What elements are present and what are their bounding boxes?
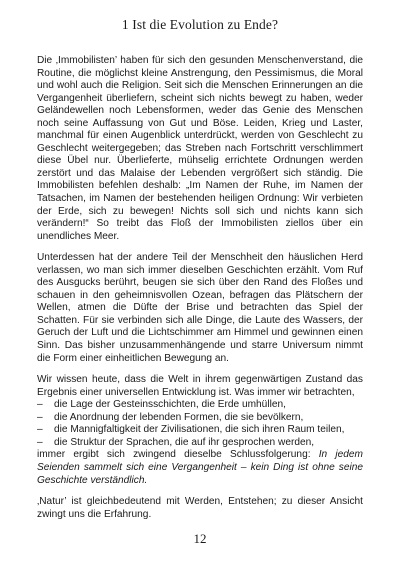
paragraph-nature: ‚Natur’ ist gleichbedeutend mit Werden, Entstehen; zu dieser Ansicht zwingt uns die Erfahrung. (37, 496, 363, 520)
dash-list (37, 399, 363, 449)
paragraph-evolution-intro: Wir wissen heute, dass die Welt in ihrem gegenwärtigen Zustand das Ergebnis einer universellen Entwicklung ist. Was immer wir betrachten, (37, 374, 363, 398)
list-item: – die Mannigfaltigkeit der Zivilisationen, die sich ihren Raum teilen, (37, 424, 363, 437)
paragraph-other-half: Unterdessen hat der andere Teil der Menschheit den häuslichen Herd verlassen, wo man sich immer dieselben Geschichten erzählt. Vom Ruf des Ausgucks berührt, beugen sie sich über den Rand des Floßes und schauen in den geheimnisvollen Ozean, befragen das Plätschern der Wellen, atmen die Düfte der Brise und betrachten das Spiel der Schatten. Für sie verbinden sich alle Dinge, die Laute des Wassers, der Geruch der Luft und die Lichtschimmer am Himmel und gewinnen einen Sinn. Das bisher unzusammenhängende und starre Universum nimmt die Form einer einheitlichen Bewegung an. (37, 252, 363, 364)
page-number: 12 (193, 531, 207, 546)
running-head: 1 Ist die Evolution zu Ende? (121, 17, 279, 32)
paragraph-evolution (37, 374, 363, 487)
conclusion-emphasis: In jedem Seienden sammelt sich eine Vergangenheit – kein Ding ist ohne seine Geschichte verständlich. (37, 449, 363, 486)
conclusion-text: immer ergibt sich zwingend dieselbe Schlussfolgerung: (37, 449, 311, 461)
body-text (37, 55, 363, 521)
paragraph-evolution-conclusion (37, 449, 363, 487)
list-item: – die Struktur der Sprachen, die auf ihr gesprochen werden, (37, 437, 363, 450)
paragraph-immobilists: Die ‚Immobilisten’ haben für sich den gesunden Menschenverstand, die Routine, die möglichst kleine Anstrengung, den Pessimismus, die Moral und wohl auch die Religion. Seit sich die Menschen Erinnerungen an die Vergangenheit überliefern, scheint sich nichts bewegt zu haben, weder Geländewellen noch Lebensformen, weder das Genie des Menschen noch seine Auffassung von Gut und Böse. Leiden, Krieg und Laster, manchmal für einen Augenblick unterdrückt, werden von Geschlecht zu Geschlecht weitergegeben; das Streben nach Fortschritt verschlimmert diese Übel nur. Überlieferte, mühselig errichtete Ordnungen werden zerstört und das Malaise der Lebenden vergrößert sich ständig. Die Immobilisten befehlen deshalb: „Im Namen der Ruhe, im Namen der Tatsachen, im Namen der bestehenden heiligen Ordnung: Wir verbieten der Erde, sich zu bewegen! Nichts soll sich und nichts kann sich verändern!“ So treibt das Floß der Immobilisten ziellos über ein unendliches Meer. (37, 55, 363, 242)
list-item: – die Lage der Gesteinsschichten, die Erde umhüllen, (37, 399, 363, 412)
list-item: – die Anordnung der lebenden Formen, die sie bevölkern, (37, 412, 363, 425)
